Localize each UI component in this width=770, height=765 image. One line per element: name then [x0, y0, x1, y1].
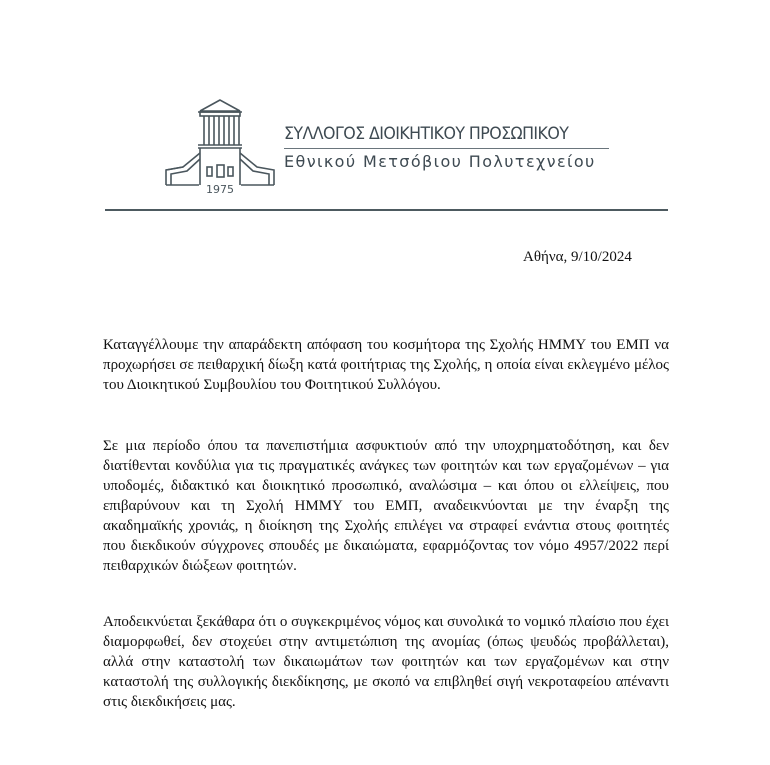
document-date: Αθήνα, 9/10/2024 — [523, 249, 632, 265]
organization-name — [284, 124, 610, 172]
organization-name-line1: ΣΥΛΛΟΓΟΣ ΔΙΟΙΚΗΤΙΚΟΥ ΠΡΟΣΩΠΙΚΟΥ — [284, 124, 569, 143]
svg-text:1975: 1975 — [206, 183, 234, 196]
header-rule — [105, 209, 668, 211]
letterhead — [0, 0, 770, 215]
building-emblem-icon — [163, 97, 278, 197]
organization-name-divider — [284, 148, 609, 149]
organization-name-line2: Εθνικού Μετσόβιου Πολυτεχνείου — [284, 152, 596, 171]
paragraph-3: Αποδεικνύεται ξεκάθαρα ότι ο συγκεκριμένος νόμος και συνολικά το νομικό πλαίσιο που έχει διαμορφωθεί, δεν στοχεύει στην αντιμετώπιση της ανομίας (όπως ψευδώς προβάλλεται), αλλά στην καταστολή των δικαιωμάτων των φοιτητών και των εργαζομένων και στην καταστολή της συλλογικής διεκδίκησης, με σκοπό να επιβληθεί σιγή νεκροταφείου απέναντι στις διεκδικήσεις μας. — [103, 614, 669, 710]
paragraph-1: Καταγγέλλουμε την απαράδεκτη απόφαση του κοσμήτορα της Σχολής ΗΜΜΥ του ΕΜΠ να προχωρήσει σε πειθαρχική δίωξη κατά φοιτήτριας της Σχολής, η οποία είναι εκλεγμένο μέλος του Διοικητικού Συμβουλίου του Φοιτητικού Συλλόγου. — [103, 337, 669, 393]
paragraph-2: Σε μια περίοδο όπου τα πανεπιστήμια ασφυκτιούν από την υποχρηματοδότηση, και δεν διατίθενται κονδύλια για τις πραγματικές ανάγκες των φοιτητών και των εργαζομένων – για υποδομές, διδακτικό και διοικητικό προσωπικό, αναλώσιμα – και όπου οι ελλείψεις, που επιβαρύνουν και τη Σχολή ΗΜΜΥ του ΕΜΠ, αναδεικνύονται με την έναρξη της ακαδημαϊκής χρονιάς, η διοίκηση της Σχολής επιλέγει να στραφεί ενάντια στους φοιτητές που διεκδικούν σύγχρονες σπουδές με δικαιώματα, εφαρμόζοντας τον νόμο 4957/2022 περί πειθαρχικών διώξεων φοιτητών. — [103, 438, 669, 574]
